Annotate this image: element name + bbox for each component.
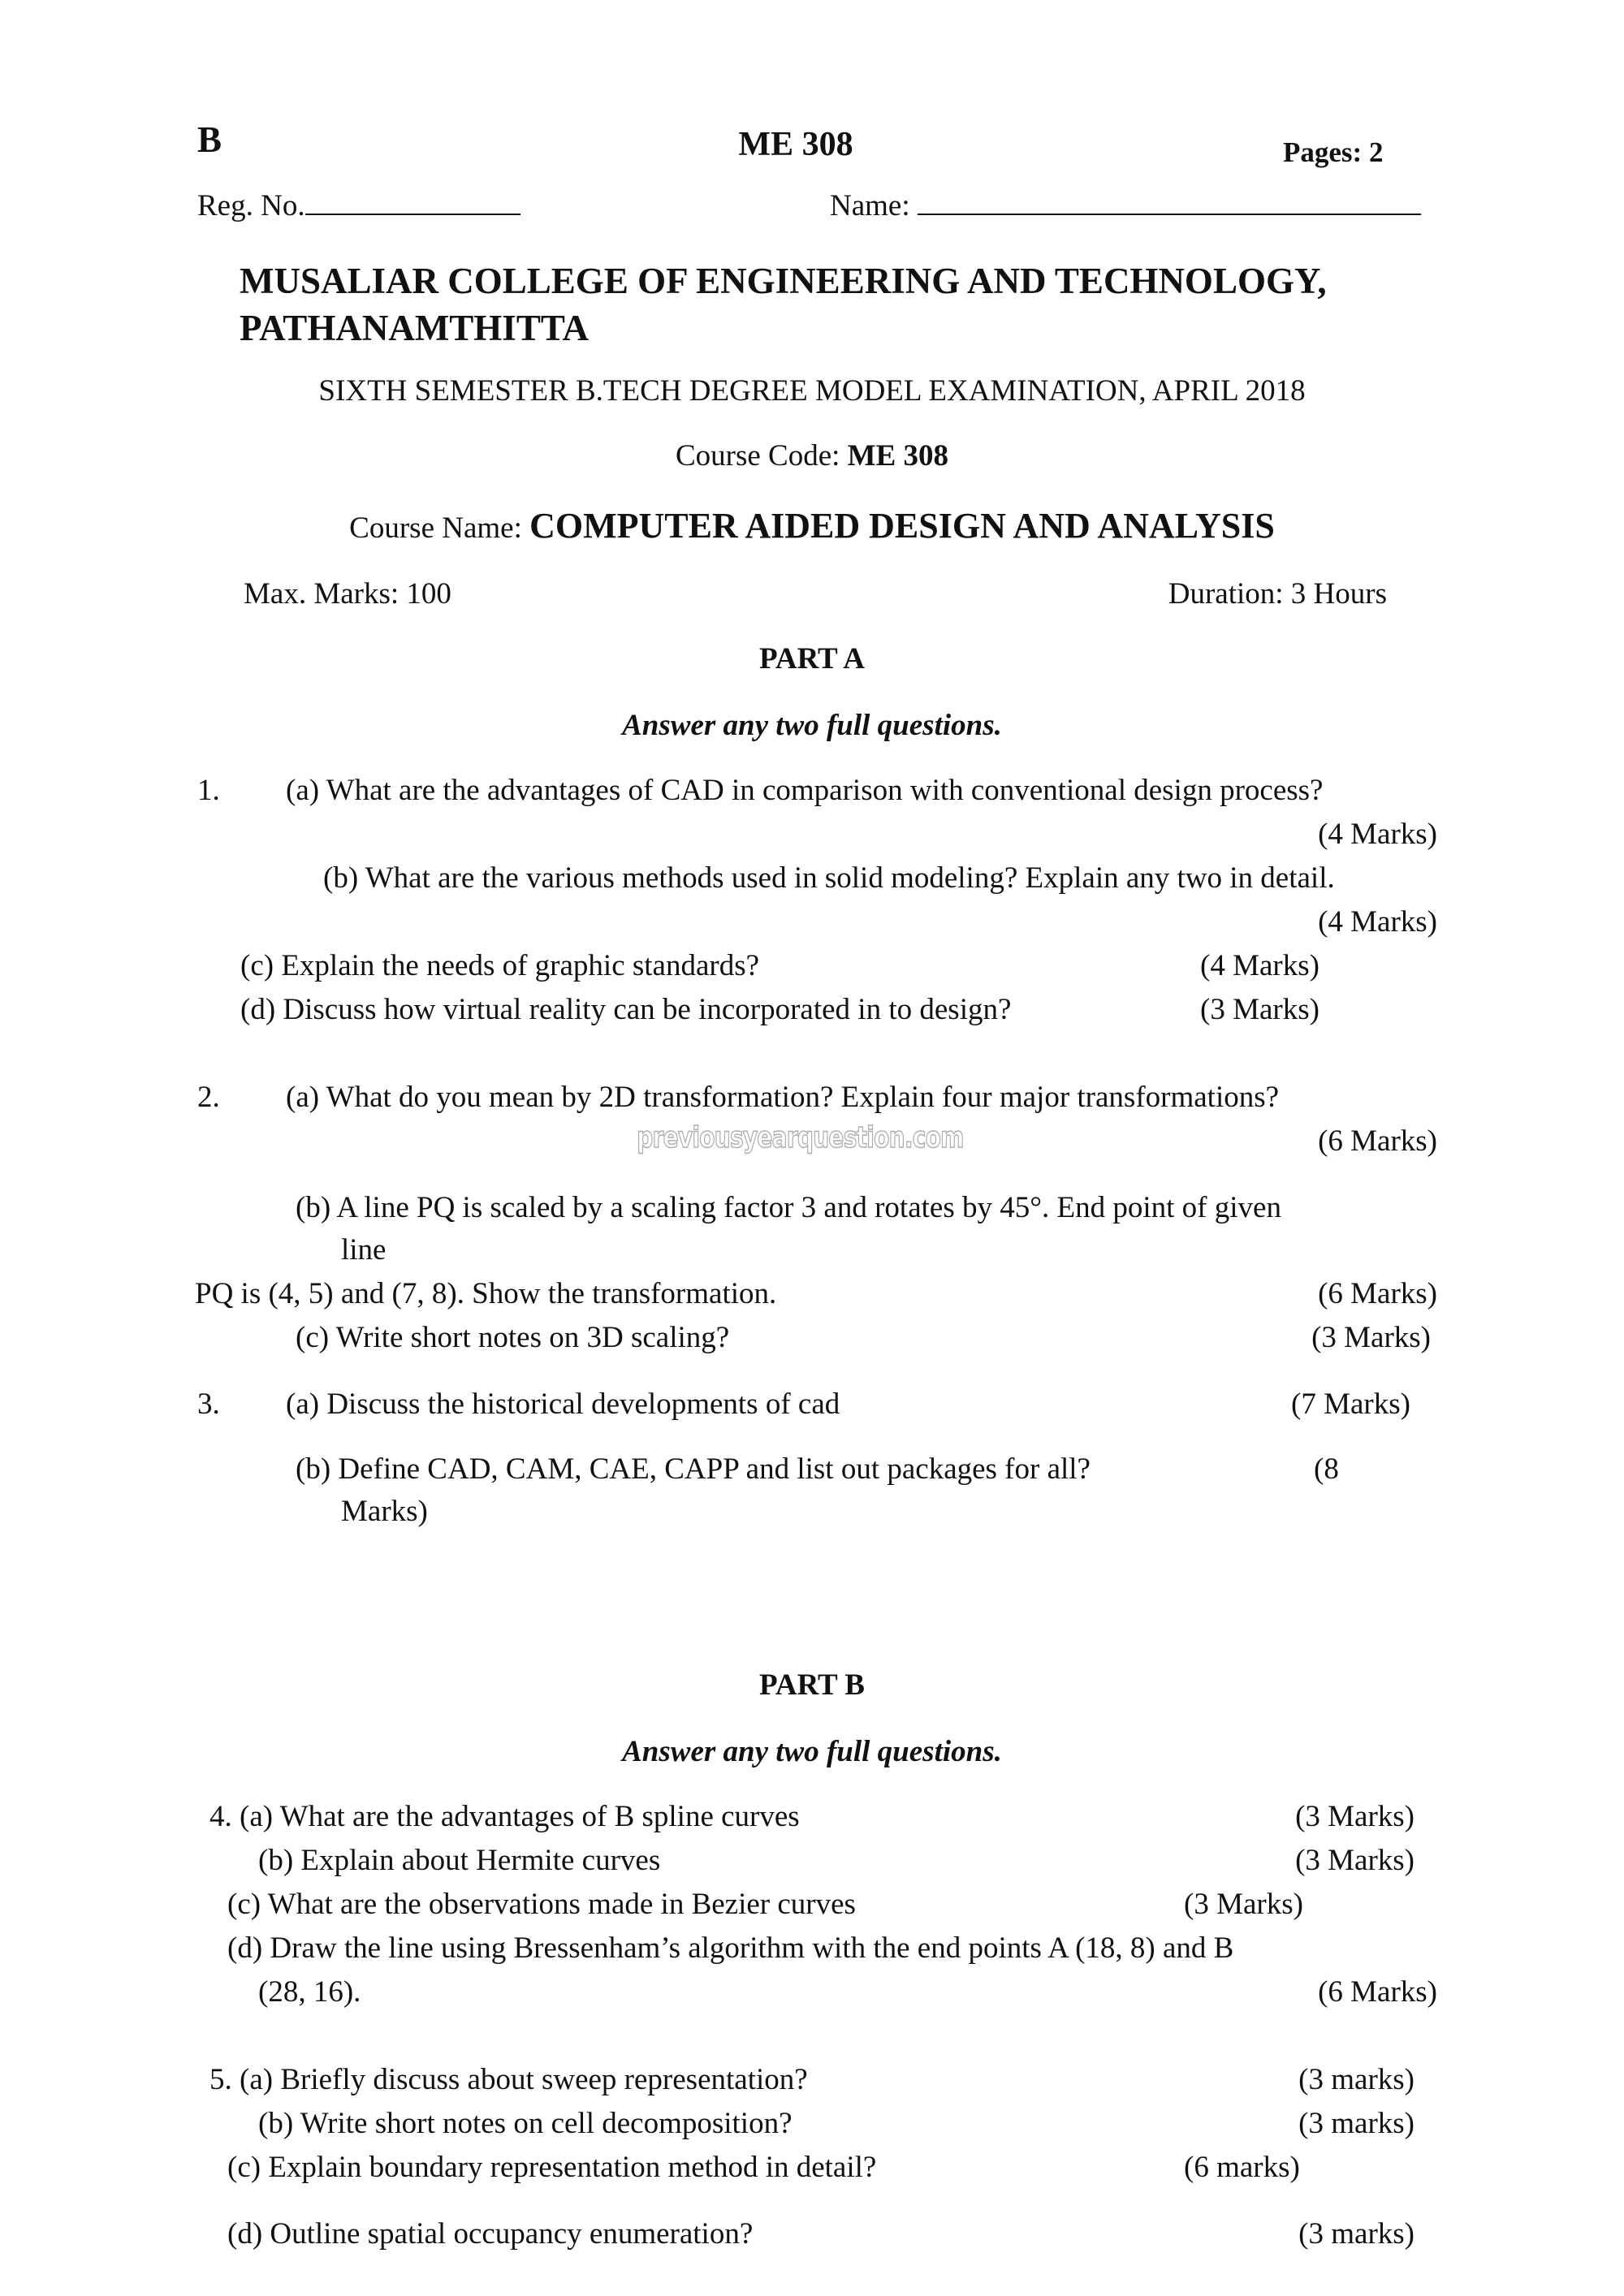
duration: Duration: 3 Hours xyxy=(1168,577,1387,611)
q3b-marks-1: (8 xyxy=(1314,1452,1339,1486)
name-text: Name: xyxy=(830,189,910,222)
q4d-text-line2: (28, 16). xyxy=(258,1975,361,2009)
q1a-text: (a) What are the advantages of CAD in comparison with conventional design process? xyxy=(286,774,1324,807)
set-letter: B xyxy=(197,119,222,160)
q4c-text: (c) What are the observations made in Bezier curves xyxy=(227,1888,856,1921)
q2b-marks: (6 Marks) xyxy=(1318,1277,1437,1310)
q3b-marks-2: Marks) xyxy=(341,1495,428,1528)
q1b-text: (b) What are the various methods used in solid modeling? Explain any two in detail. xyxy=(323,861,1335,895)
q1c-text: (c) Explain the needs of graphic standards? xyxy=(240,949,760,982)
q4a-marks: (3 Marks) xyxy=(1295,1800,1415,1833)
college-name-line1: MUSALIAR COLLEGE OF ENGINEERING AND TECHNOLOGY, xyxy=(240,261,1327,301)
q4b-marks: (3 Marks) xyxy=(1295,1844,1415,1877)
course-name-label: Course Name: xyxy=(349,511,530,545)
q2a-text: (a) What do you mean by 2D transformation? Explain four major transformations? xyxy=(286,1081,1280,1114)
q2b-text-line2: line xyxy=(341,1233,387,1267)
college-name-line2: PATHANAMTHITTA xyxy=(240,308,590,348)
pages-count: Pages: 2 xyxy=(1283,136,1384,168)
q4a-text: 4. (a) What are the advantages of B spline curves xyxy=(209,1800,800,1833)
reg-no-blank xyxy=(305,189,520,215)
q2c-marks: (3 Marks) xyxy=(1311,1321,1431,1354)
course-name-value: COMPUTER AIDED DESIGN AND ANALYSIS xyxy=(529,506,1275,546)
q3a-marks: (7 Marks) xyxy=(1291,1388,1410,1421)
q2b-text-line1: (b) A line PQ is scaled by a scaling factor 3 and rotates by 45°. End point of given xyxy=(296,1191,1281,1224)
q5c-marks: (6 marks) xyxy=(1184,2151,1300,2184)
q5a-text: 5. (a) Briefly discuss about sweep representation? xyxy=(209,2063,808,2096)
q1c-marks: (4 Marks) xyxy=(1200,949,1320,982)
q4d-marks: (6 Marks) xyxy=(1318,1975,1437,2009)
q1d-marks: (3 Marks) xyxy=(1200,993,1320,1026)
q1a-marks: (4 Marks) xyxy=(1318,818,1437,851)
part-b-instruction: Answer any two full questions. xyxy=(622,1735,1002,1768)
q4d-text-line1: (d) Draw the line using Bressenham’s algorithm with the end points A (18, 8) and B xyxy=(227,1931,1234,1965)
watermark-logo: previousyearquestion.com xyxy=(637,1121,964,1154)
name-blank xyxy=(918,189,1421,215)
q4b-text: (b) Explain about Hermite curves xyxy=(258,1844,661,1877)
q3-number: 3. xyxy=(197,1388,220,1421)
max-marks: Max. Marks: 100 xyxy=(244,577,451,611)
q4c-marks: (3 Marks) xyxy=(1184,1888,1303,1921)
course-code-label: Course Code: xyxy=(675,439,848,473)
paper-code: ME 308 xyxy=(738,126,853,163)
course-code-value: ME 308 xyxy=(847,439,949,473)
reg-no-text: Reg. No. xyxy=(197,189,305,222)
name-label xyxy=(830,188,1421,224)
q1b-marks: (4 Marks) xyxy=(1318,905,1437,939)
part-b-title: PART B xyxy=(759,1668,865,1702)
q5d-marks: (3 marks) xyxy=(1298,2217,1415,2251)
q2c-text: (c) Write short notes on 3D scaling? xyxy=(296,1321,730,1354)
q1d-text: (d) Discuss how virtual reality can be incorporated in to design? xyxy=(240,993,1012,1026)
q5d-text: (d) Outline spatial occupancy enumeration? xyxy=(227,2217,754,2251)
q5a-marks: (3 marks) xyxy=(1298,2063,1415,2096)
exam-title: SIXTH SEMESTER B.TECH DEGREE MODEL EXAMINATION, APRIL 2018 xyxy=(318,374,1306,408)
part-a-title: PART A xyxy=(759,642,865,675)
q5c-text: (c) Explain boundary representation method in detail? xyxy=(227,2151,877,2184)
q2-number: 2. xyxy=(197,1081,220,1114)
q2a-marks: (6 Marks) xyxy=(1318,1124,1437,1158)
reg-no-label xyxy=(197,188,520,224)
q5b-marks: (3 marks) xyxy=(1298,2107,1415,2140)
part-a-instruction: Answer any two full questions. xyxy=(622,709,1002,742)
course-code xyxy=(0,438,1624,474)
q3b-text: (b) Define CAD, CAM, CAE, CAPP and list out packages for all? xyxy=(296,1452,1091,1486)
q3a-text: (a) Discuss the historical developments of cad xyxy=(286,1388,840,1421)
q2b-text-line3: PQ is (4, 5) and (7, 8). Show the transformation. xyxy=(195,1277,777,1310)
q1-number: 1. xyxy=(197,774,220,807)
q5b-text: (b) Write short notes on cell decomposition? xyxy=(258,2107,793,2140)
course-name xyxy=(0,508,1624,546)
